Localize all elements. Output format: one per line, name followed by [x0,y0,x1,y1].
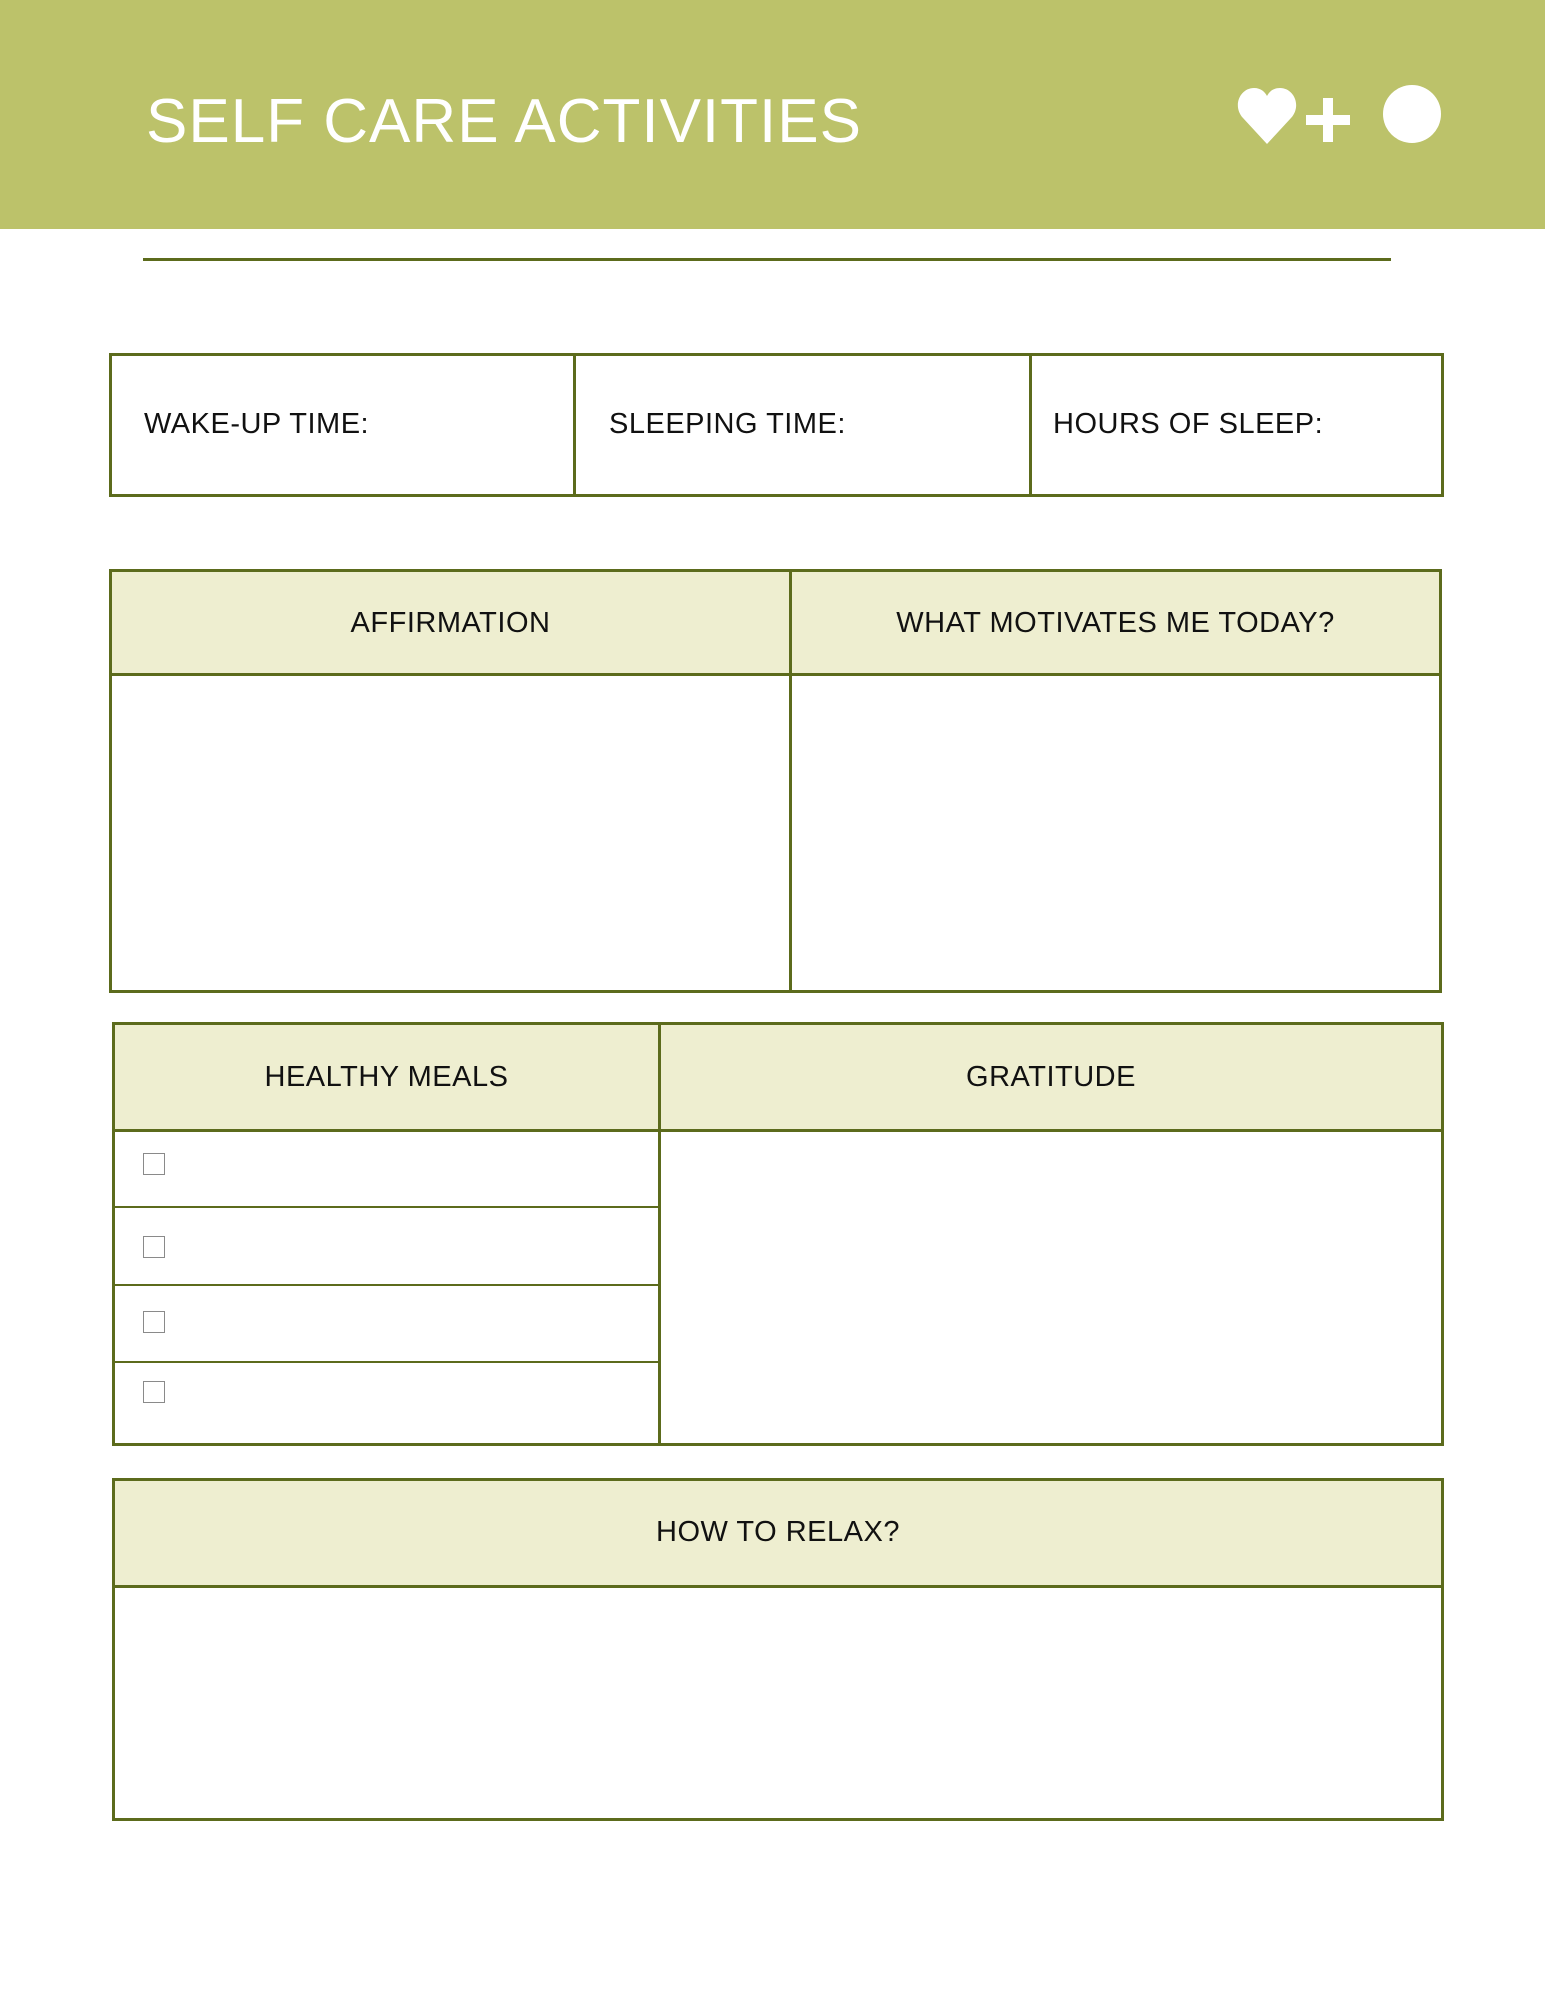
circle-icon [1383,85,1441,143]
relax-section [112,1478,1444,1821]
sleeping-time-field[interactable] [576,356,1029,494]
sleep-row [109,353,1444,497]
affirmation-section [109,569,1442,993]
meal-item-1[interactable] [115,1132,658,1206]
meal-item-4[interactable] [115,1363,658,1443]
motivation-header: WHAT MOTIVATES ME TODAY? [896,607,1335,639]
meal-checkbox-4[interactable] [143,1381,165,1403]
heart-icon [1238,88,1296,144]
meals-section [112,1022,1444,1446]
hours-of-sleep-field[interactable] [1032,356,1441,494]
meal-checkbox-1[interactable] [143,1153,165,1175]
header-icons [1236,84,1442,148]
gratitude-input[interactable] [661,1132,1441,1443]
hours-of-sleep-label: HOURS OF SLEEP: [1053,408,1324,440]
wake-up-time-field[interactable] [112,356,573,494]
meal-checkbox-2[interactable] [143,1236,165,1258]
page-title: SELF CARE ACTIVITIES [146,87,862,156]
meal-item-2[interactable] [115,1208,658,1284]
sleeping-time-label: SLEEPING TIME: [609,408,846,440]
meal-checkbox-3[interactable] [143,1311,165,1333]
wake-up-time-label: WAKE-UP TIME: [144,408,370,440]
healthy-meals-header: HEALTHY MEALS [264,1061,509,1093]
affirmation-header: AFFIRMATION [350,607,551,639]
header-divider [143,258,1391,261]
how-to-relax-header: HOW TO RELAX? [656,1516,900,1548]
affirmation-input[interactable] [112,676,789,990]
relax-input[interactable] [115,1588,1441,1818]
gratitude-header: GRATITUDE [966,1061,1136,1093]
meal-item-3[interactable] [115,1286,658,1361]
motivation-input[interactable] [792,676,1439,990]
page-header [0,0,1545,229]
plus-icon [1306,98,1350,142]
